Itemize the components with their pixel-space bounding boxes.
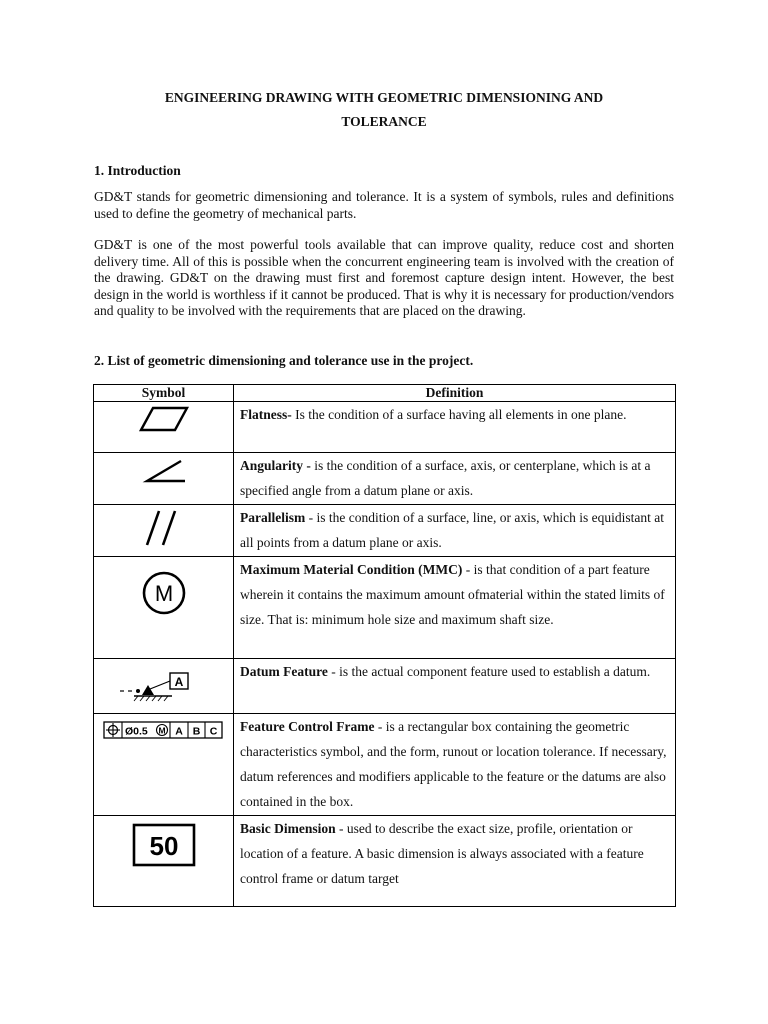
gdt-table (93, 384, 676, 907)
mmc-letter: M (154, 580, 173, 606)
document-title (94, 86, 674, 134)
definition-cell (234, 556, 676, 658)
definition-cell (234, 504, 676, 556)
table-row (94, 815, 676, 906)
parallelism-icon (129, 505, 199, 551)
term-feature-control-frame: Feature Control Frame (240, 718, 375, 734)
table-row (94, 453, 676, 505)
symbol-column-header: Symbol (94, 385, 234, 402)
term-parallelism: Parallelism (240, 509, 306, 525)
symbol-cell (94, 556, 234, 658)
intro-paragraph-1: GD&T stands for geometric dimensioning and tolerance. It is a system of symbols, rules and definitions used to define the geometry of mechanical parts. (94, 189, 674, 221)
fcf-datum-c: C (209, 725, 217, 738)
table-row (94, 713, 676, 815)
definition-cell (234, 713, 676, 815)
list-heading: 2. List of geometric dimensioning and tolerance use in the project. (94, 353, 474, 368)
symbol-cell (94, 504, 234, 556)
fcf-modifier: M (157, 725, 166, 736)
definition-cell (234, 402, 676, 453)
definition-text: Is the condition of a surface having all elements in one plane. (291, 407, 627, 422)
definition-text: - is a rectangular box containing the geometric characteristics symbol, and the form, runout or location tolerance. If necessary, datum references and modifiers applicable to the feature or the datums are also contained in the box. (240, 718, 667, 810)
table-row (94, 402, 676, 453)
fcf-datum-b: B (192, 725, 200, 738)
symbol-cell (94, 658, 234, 713)
flatness-icon (129, 402, 199, 438)
datum-letter: A (174, 674, 183, 689)
symbol-cell (94, 402, 234, 453)
symbol-cell (94, 453, 234, 505)
intro-heading: 1. Introduction (94, 163, 181, 178)
title-line-2: TOLERANCE (341, 114, 427, 129)
term-datum-feature: Datum Feature (240, 663, 328, 679)
mmc-icon (129, 563, 199, 623)
definition-cell (234, 453, 676, 505)
definition-text: is the condition of a surface, axis, or centerplane, which is at a specified angle from a datum plane or axis. (240, 458, 651, 499)
symbol-cell (94, 713, 234, 815)
basic-dimension-value: 50 (149, 830, 178, 861)
feature-control-frame-icon (102, 719, 226, 741)
term-angularity: Angularity - (240, 458, 311, 473)
symbol-cell (94, 815, 234, 906)
intro-paragraph-2: GD&T is one of the most powerful tools available that can improve quality, reduce cost and shorten delivery time. All of this is possible when the concurrent engineering team is involved with the creation of the drawing. GD&T on the drawing must first and foremost capture design intent. However, the best design in the world is worthless if it cannot be produced. That is why it is necessary for production/vendors and quality to be involved with the requirements that are placed on the drawing. (94, 237, 674, 319)
definition-cell (234, 658, 676, 713)
table-row (94, 658, 676, 713)
definition-cell (234, 815, 676, 906)
table-row (94, 556, 676, 658)
term-basic-dimension: Basic Dimension (240, 820, 336, 836)
definition-text: - is the actual component feature used to establish a datum. (327, 663, 651, 679)
definition-column-header: Definition (234, 385, 676, 402)
table-row (94, 504, 676, 556)
angularity-icon (129, 453, 199, 489)
definition-text: - used to describe the exact size, profile, orientation or location of a feature. A basic dimension is always associated with a feature control frame or datum target (240, 820, 644, 887)
term-mmc: Maximum Material Condition (MMC) (240, 561, 463, 577)
definition-text: - is that condition of a part feature wherein it contains the maximum amount ofmaterial within the stated limits of size. That is: minimum hole size and maximum shaft size. (240, 561, 665, 628)
definition-text: - is the condition of a surface, line, or axis, which is equidistant at all points from a datum plane or axis. (240, 509, 665, 550)
title-line-1: ENGINEERING DRAWING WITH GEOMETRIC DIMENSIONING AND (164, 90, 604, 105)
basic-dimension-icon (124, 820, 204, 870)
table-header-row (94, 385, 676, 402)
term-flatness: Flatness- (240, 407, 292, 422)
fcf-tolerance: Ø0.5 (124, 725, 148, 738)
datum-feature-icon (114, 665, 214, 709)
fcf-datum-a: A (174, 725, 183, 738)
